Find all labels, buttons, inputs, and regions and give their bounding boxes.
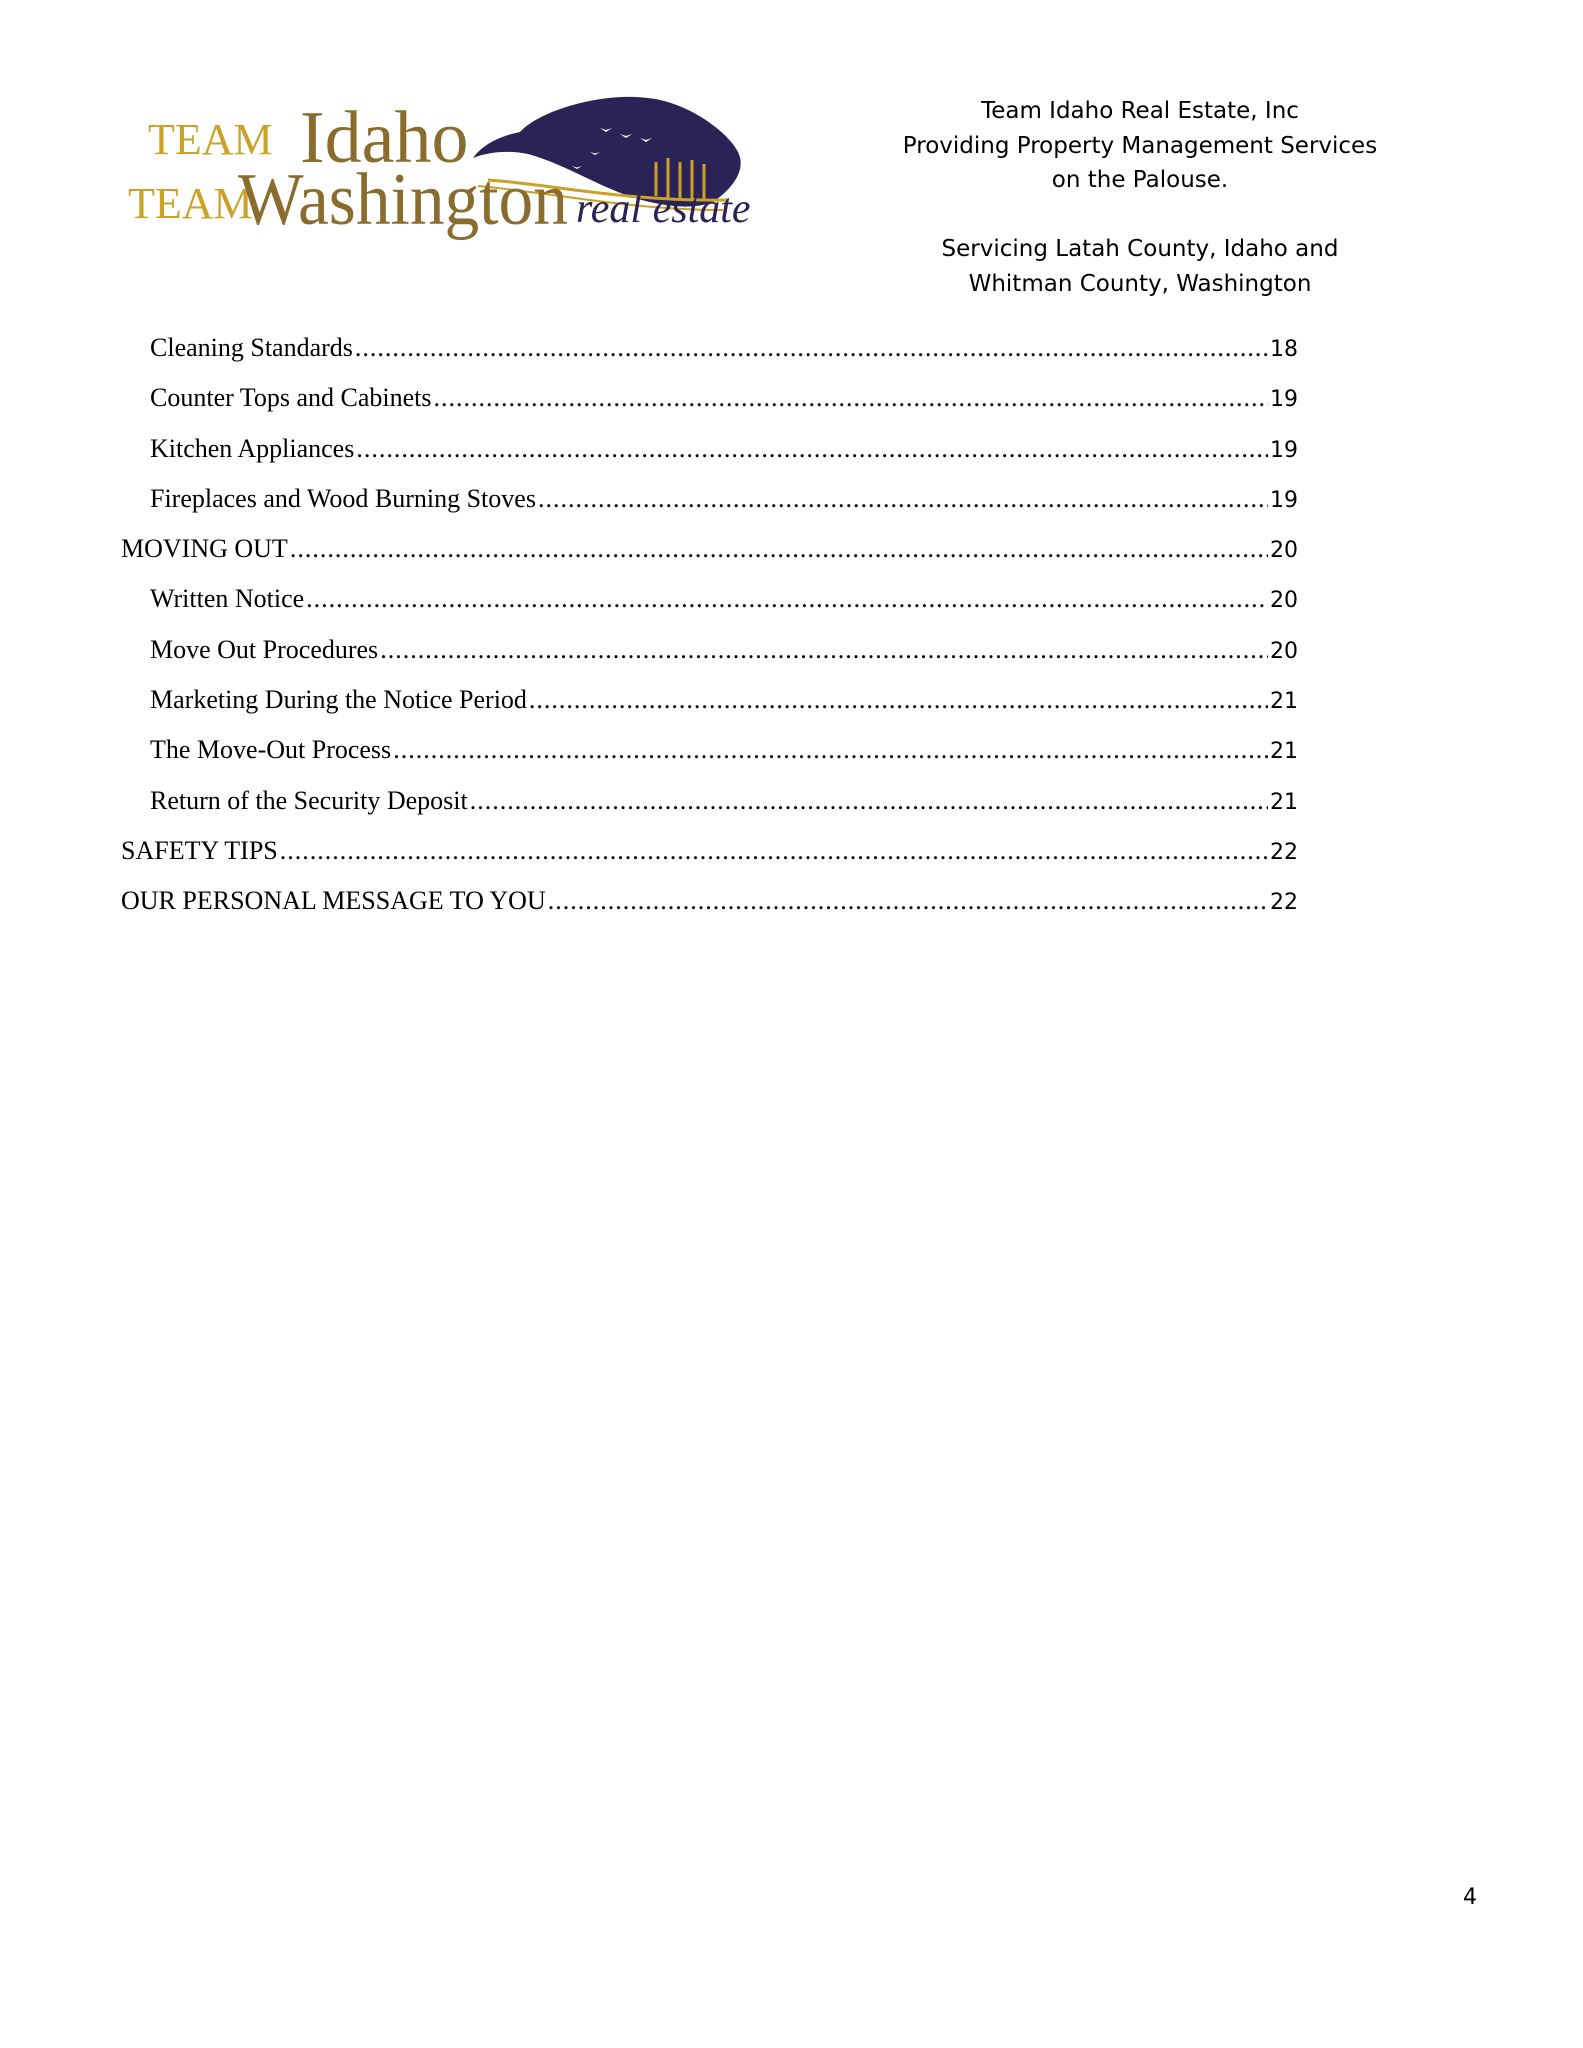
toc-entry-title: Counter Tops and Cabinets xyxy=(150,383,432,413)
toc-entry-title: MOVING OUT xyxy=(121,534,288,564)
company-header xyxy=(860,94,1420,301)
toc-dot-leader xyxy=(538,484,1268,514)
toc-dot-leader xyxy=(380,635,1268,665)
table-of-contents xyxy=(121,333,1298,937)
toc-entry-title: Move Out Procedures xyxy=(150,634,379,664)
toc-entry[interactable] xyxy=(121,886,1298,936)
toc-entry[interactable] xyxy=(121,836,1298,886)
toc-entry[interactable] xyxy=(121,333,1298,383)
toc-entry-page: 19 xyxy=(1270,487,1298,513)
toc-entry-page: 22 xyxy=(1270,890,1298,916)
toc-entry-page: 19 xyxy=(1270,437,1298,463)
logo-team-top: TEAM xyxy=(148,115,273,164)
logo-team-bottom: TEAM xyxy=(128,179,253,228)
logo-real-estate: real estate xyxy=(576,186,751,232)
toc-dot-leader xyxy=(355,333,1268,363)
logo-washington: Washington xyxy=(238,159,568,241)
company-logo xyxy=(128,92,753,254)
toc-entry-title: Fireplaces and Wood Burning Stoves xyxy=(150,483,536,513)
header-line-5: Whitman County, Washington xyxy=(968,270,1312,297)
toc-entry-title: The Move-Out Process xyxy=(150,735,392,765)
header-line-1: Team Idaho Real Estate, Inc xyxy=(981,98,1299,124)
toc-entry-page: 20 xyxy=(1270,538,1298,564)
toc-dot-leader xyxy=(306,584,1268,614)
logo-idaho: Idaho xyxy=(300,97,469,179)
toc-entry[interactable] xyxy=(121,584,1298,634)
toc-entry-title: Marketing During the Notice Period xyxy=(150,685,527,715)
page-number: 4 xyxy=(1463,1885,1477,1910)
toc-dot-leader xyxy=(529,685,1268,715)
toc-dot-leader xyxy=(280,836,1268,866)
toc-entry-page: 20 xyxy=(1270,588,1298,614)
toc-dot-leader xyxy=(548,886,1268,916)
toc-entry-title: SAFETY TIPS xyxy=(121,835,278,865)
toc-dot-leader xyxy=(356,434,1268,464)
toc-dot-leader xyxy=(434,383,1268,413)
toc-entry-title: Kitchen Appliances xyxy=(150,433,355,463)
toc-entry[interactable] xyxy=(121,735,1298,785)
toc-dot-leader xyxy=(290,534,1268,564)
header-spacer xyxy=(860,198,1420,233)
toc-entry-title: Written Notice xyxy=(150,584,305,614)
header-line-4: Servicing Latah County, Idaho and xyxy=(941,236,1339,262)
toc-entry[interactable] xyxy=(121,534,1298,584)
toc-entry-title: Cleaning Standards xyxy=(150,333,353,362)
toc-entry[interactable] xyxy=(121,484,1298,534)
toc-entry[interactable] xyxy=(121,635,1298,685)
toc-entry-page: 21 xyxy=(1270,689,1298,715)
toc-entry-page: 21 xyxy=(1270,739,1298,765)
toc-entry-page: 21 xyxy=(1270,789,1298,815)
toc-entry-page: 18 xyxy=(1270,337,1298,362)
toc-entry-page: 19 xyxy=(1270,387,1298,413)
toc-entry[interactable] xyxy=(121,786,1298,836)
toc-dot-leader xyxy=(470,786,1268,816)
toc-entry-page: 20 xyxy=(1270,638,1298,664)
header-line-2: Providing Property Management Services xyxy=(902,132,1378,159)
toc-entry[interactable] xyxy=(121,383,1298,433)
toc-entry[interactable] xyxy=(121,685,1298,735)
toc-dot-leader xyxy=(393,735,1268,765)
header-line-3: on the Palouse. xyxy=(1051,167,1229,193)
toc-entry-title: Return of the Security Deposit xyxy=(150,785,468,815)
toc-entry[interactable] xyxy=(121,434,1298,484)
toc-entry-page: 22 xyxy=(1270,839,1298,865)
toc-entry-title: OUR PERSONAL MESSAGE TO YOU xyxy=(121,886,546,916)
